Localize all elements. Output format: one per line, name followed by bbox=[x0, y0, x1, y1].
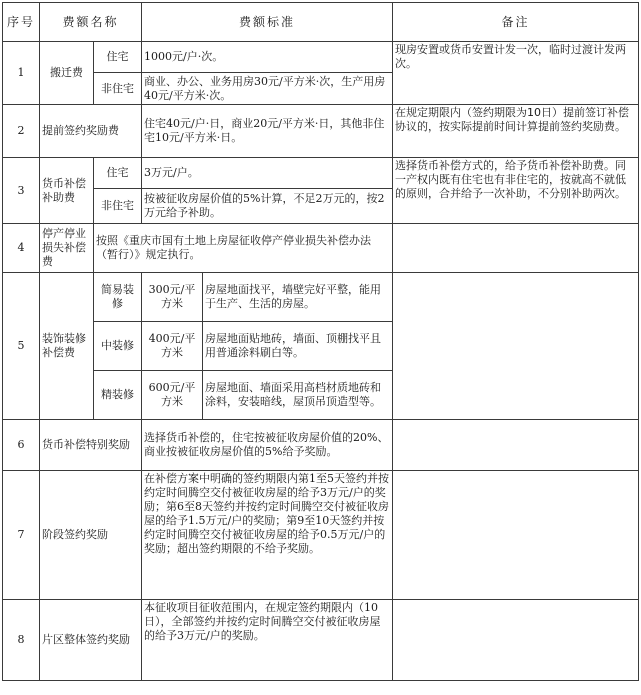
row-number: 6 bbox=[3, 420, 40, 471]
standard-text: 按被征收房屋价值的5%计算，不足2万元的，按2万元给予补助。 bbox=[142, 189, 393, 224]
header-standard: 费额标准 bbox=[142, 3, 393, 42]
item-name: 货币补偿特别奖励 bbox=[40, 420, 142, 471]
decoration-desc: 房屋地面贴地砖，墙面、顶棚找平且用普通涂料刷白等。 bbox=[203, 322, 393, 371]
decoration-level: 中装修 bbox=[94, 322, 142, 371]
table-row bbox=[3, 158, 639, 189]
table-row bbox=[3, 420, 639, 471]
standard-text: 3万元/户。 bbox=[142, 158, 393, 189]
table-row bbox=[3, 42, 639, 73]
remark-text: 在规定期限内（签约期限为10日）提前签订补偿协议的，按实际提前时间计算提前签约奖励费。 bbox=[393, 105, 639, 158]
remark-text bbox=[393, 273, 639, 420]
decoration-desc: 房屋地面找平，墙壁完好平整，能用于生产、生活的房屋。 bbox=[203, 273, 393, 322]
sub-item: 非住宅 bbox=[94, 73, 142, 105]
row-number: 4 bbox=[3, 224, 40, 273]
item-name: 装饰装修补偿费 bbox=[40, 273, 94, 420]
item-name: 片区整体签约奖励 bbox=[40, 600, 142, 681]
row-number: 3 bbox=[3, 158, 40, 224]
item-name: 提前签约奖励费 bbox=[40, 105, 142, 158]
compensation-table-container bbox=[2, 2, 639, 681]
item-name: 搬迁费 bbox=[40, 42, 94, 105]
standard-text: 选择货币补偿的，住宅按被征收房屋价值的20%、商业按被征收房屋价值的5%给予奖励。 bbox=[142, 420, 393, 471]
row-number: 5 bbox=[3, 273, 40, 420]
decoration-level: 简易装修 bbox=[94, 273, 142, 322]
remark-text: 选择货币补偿方式的，给予货币补偿补助费。同一产权内既有住宅也有非住宅的，按就高不就低的原则，合并给予一次补助，不分别补助两次。 bbox=[393, 158, 639, 224]
compensation-table bbox=[2, 2, 639, 681]
table-row bbox=[3, 600, 639, 681]
standard-text: 住宅40元/户·日，商业20元/平方米·日，其他非住宅10元/平方米·日。 bbox=[142, 105, 393, 158]
row-number: 8 bbox=[3, 600, 40, 681]
standard-text: 商业、办公、业务用房30元/平方米·次，生产用房40元/平方米·次。 bbox=[142, 73, 393, 105]
remark-text bbox=[393, 600, 639, 681]
standard-text: 1000元/户·次。 bbox=[142, 42, 393, 73]
header-item: 费额名称 bbox=[40, 3, 142, 42]
decoration-price: 400元/平方米 bbox=[142, 322, 203, 371]
standard-text: 在补偿方案中明确的签约期限内第1至5天签约并按约定时间腾空交付被征收房屋的给予3万元/户的奖励；第6至8天签约并按约定时间腾空交付被征收房屋的给予1.5万元/户的奖励；第9至10天签约并按约定时间腾空交付被征收房屋的给予0.5万元/户的奖励；超出签约期限的不给予奖励。 bbox=[142, 471, 393, 600]
remark-text bbox=[393, 224, 639, 273]
decoration-level: 精装修 bbox=[94, 371, 142, 420]
header-remark: 备注 bbox=[393, 3, 639, 42]
remark-text bbox=[393, 471, 639, 600]
standard-text: 按照《重庆市国有土地上房屋征收停产停业损失补偿办法（暂行）》规定执行。 bbox=[94, 224, 393, 273]
sub-item: 住宅 bbox=[94, 158, 142, 189]
item-name: 货币补偿补助费 bbox=[40, 158, 94, 224]
row-number: 1 bbox=[3, 42, 40, 105]
table-row bbox=[3, 105, 639, 158]
header-row bbox=[3, 3, 639, 42]
remark-text: 现房安置或货币安置计发一次，临时过渡计发两次。 bbox=[393, 42, 639, 105]
row-number: 2 bbox=[3, 105, 40, 158]
sub-item: 非住宅 bbox=[94, 189, 142, 224]
remark-text bbox=[393, 420, 639, 471]
header-no: 序号 bbox=[3, 3, 40, 42]
table-row bbox=[3, 224, 639, 273]
decoration-desc: 房屋地面、墙面采用高档材质地砖和涂料，安装暗线，屋顶吊顶造型等。 bbox=[203, 371, 393, 420]
standard-text: 本征收项目征收范围内，在规定签约期限内（10日），全部签约并按约定时间腾空交付被征收房屋的给予3万元/户的奖励。 bbox=[142, 600, 393, 681]
decoration-price: 600元/平方米 bbox=[142, 371, 203, 420]
sub-item: 住宅 bbox=[94, 42, 142, 73]
row-number: 7 bbox=[3, 471, 40, 600]
table-row bbox=[3, 273, 639, 322]
table-row bbox=[3, 471, 639, 600]
item-name: 阶段签约奖励 bbox=[40, 471, 142, 600]
item-name: 停产停业损失补偿费 bbox=[40, 224, 94, 273]
decoration-price: 300元/平方米 bbox=[142, 273, 203, 322]
